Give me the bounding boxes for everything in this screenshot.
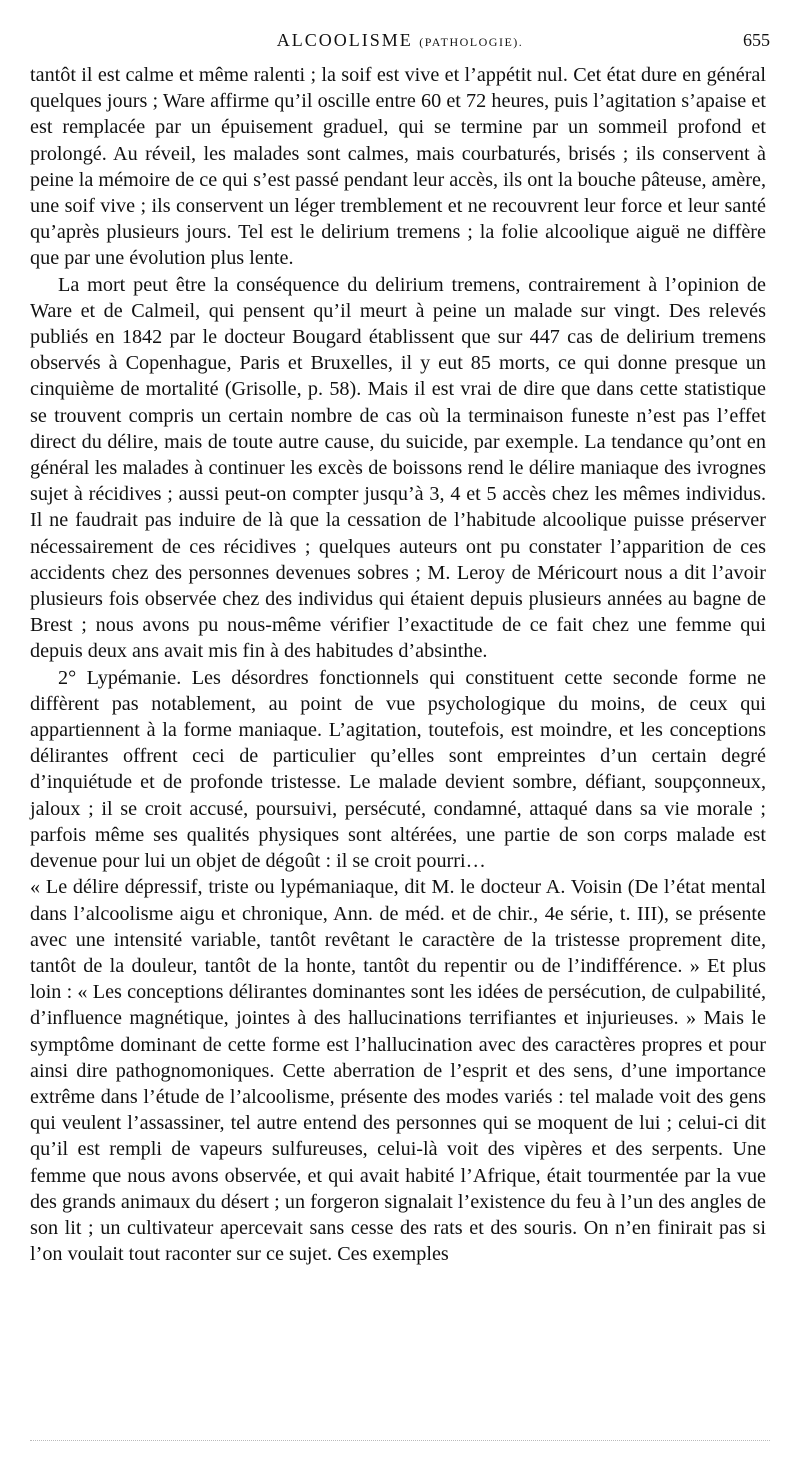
running-title-main: ALCOOLISME [276,30,413,50]
page-number: 655 [743,30,770,50]
body-text [30,62,766,1267]
running-title-sub: (PATHOLOGIE). [419,35,524,49]
running-title [30,30,770,51]
paragraph-1: tantôt il est calme et même ralenti ; la soif est vive et l’appétit nul. Cet état dure en général quelques jours ; Ware affirme qu’il oscille entre 60 et 72 heures, puis l’agitation s’apaise et est remplacée par un épuisement graduel, qui se termine par un sommeil profond et prolongé. Au réveil, les malades sont calmes, mais courbaturés, brisés ; ils conservent à peine la mémoire de ce qui s’est passé pendant leur accès, ils ont la bouche pâteuse, amère, une soif vive ; ils conservent un léger tremblement et ne recouvrent leur force et leur santé qu’après plusieurs jours. Tel est le delirium tremens ; la folie alcoolique aiguë ne diffère que par une évolution plus lente. [30,64,766,270]
page-header [30,30,770,58]
paragraph-2: La mort peut être la conséquence du delirium tremens, contrairement à l’opinion de Ware et de Calmeil, qui pensent qu’il meurt à peine un malade sur vingt. Des relevés publiés en 1842 par le docteur Bougard établissent que sur 447 cas de delirium tremens observés à Copenhague, Paris et Bruxelles, il y eut 85 morts, ce qui donne presque un cinquième de mortalité (Grisolle, p. 58). Mais il est vrai de dire que dans cette statistique se trouvent compris un certain nombre de cas où la terminaison funeste n’est pas l’effet direct du délire, mais de toute autre cause, du suicide, par exemple. La tendance qu’ont en général les malades à continuer les excès de boissons rend le délire maniaque des ivrognes sujet à récidives ; aussi peut-on compter jusqu’à 3, 4 et 5 accès chez les mêmes individus. Il ne faudrait pas induire de là que la cessation de l’habitude alcoolique puisse préserver nécessairement de ces récidives ; quelques auteurs ont pu constater l’apparition de ces accidents chez des personnes devenues sobres ; M. Leroy de Méricourt nous a dit l’avoir plusieurs fois observée chez des individus qui étaient depuis plusieurs années au bagne de Brest ; nous avons pu nous-même vérifier l’exactitude de ce fait chez une femme qui depuis deux ans avait mis fin à des habitudes d’absinthe. [30,273,766,663]
paragraph-4: « Le délire dépressif, triste ou lypémaniaque, dit M. le docteur A. Voisin (De l’état mental dans l’alcoolisme aigu et chronique, Ann. de méd. et de chir., 4e série, t. III), se présente avec une intensité variable, tantôt revêtant le caractère de la tristesse proprement dite, tantôt de la douleur, tantôt de la honte, tantôt du repentir ou de l’indifférence. » Et plus loin : « Les conceptions délirantes dominantes sont les idées de persécution, de culpabilité, d’influence magnétique, jointes à des hallucinations terrifiantes et injurieuses. » Mais le symptôme dominant de cette forme est l’hallucination avec des caractères propres et pour ainsi dire pathognomoniques. Cette aberration de l’esprit et des sens, d’une importance extrême dans l’étude de l’alcoolisme, présente des modes variés : tel malade voit des gens qui veulent l’assassiner, tel autre entend des personnes qui se moquent de lui ; celui-ci dit qu’il est rempli de vapeurs sulfureuses, celui-là voit des vipères et des serpents. Une femme que nous avons observée, et qui avait habité l’Afrique, était tourmentée par la vue des grands animaux du désert ; un forgeron signalait l’existence du feu à l’un des angles de son lit ; un cultivateur apercevait sans cesse des rats et des souris. On n’en finirait pas si l’on voulait tout raconter sur ce sujet. Ces exemples [30,876,766,1266]
bottom-margin-strip [30,1440,770,1443]
paragraph-3: 2° Lypémanie. Les désordres fonctionnels qui constituent cette seconde forme ne diffèrent pas notablement, au point de vue psychologique du moins, de ceux qui appartiennent à la forme maniaque. L’agitation, toutefois, est moindre, et les conceptions délirantes offrent ceci de particulier qu’elles sont empreintes d’un certain degré d’inquiétude et de profonde tristesse. Le malade devient sombre, défiant, soupçonneux, jaloux ; il se croit accusé, poursuivi, persécuté, condamné, attaqué dans sa vie morale ; parfois même ses qualités physiques sont altérées, une partie de son corps malade est devenue pour lui un objet de dégoût : il se croit pourri… [30,666,766,873]
